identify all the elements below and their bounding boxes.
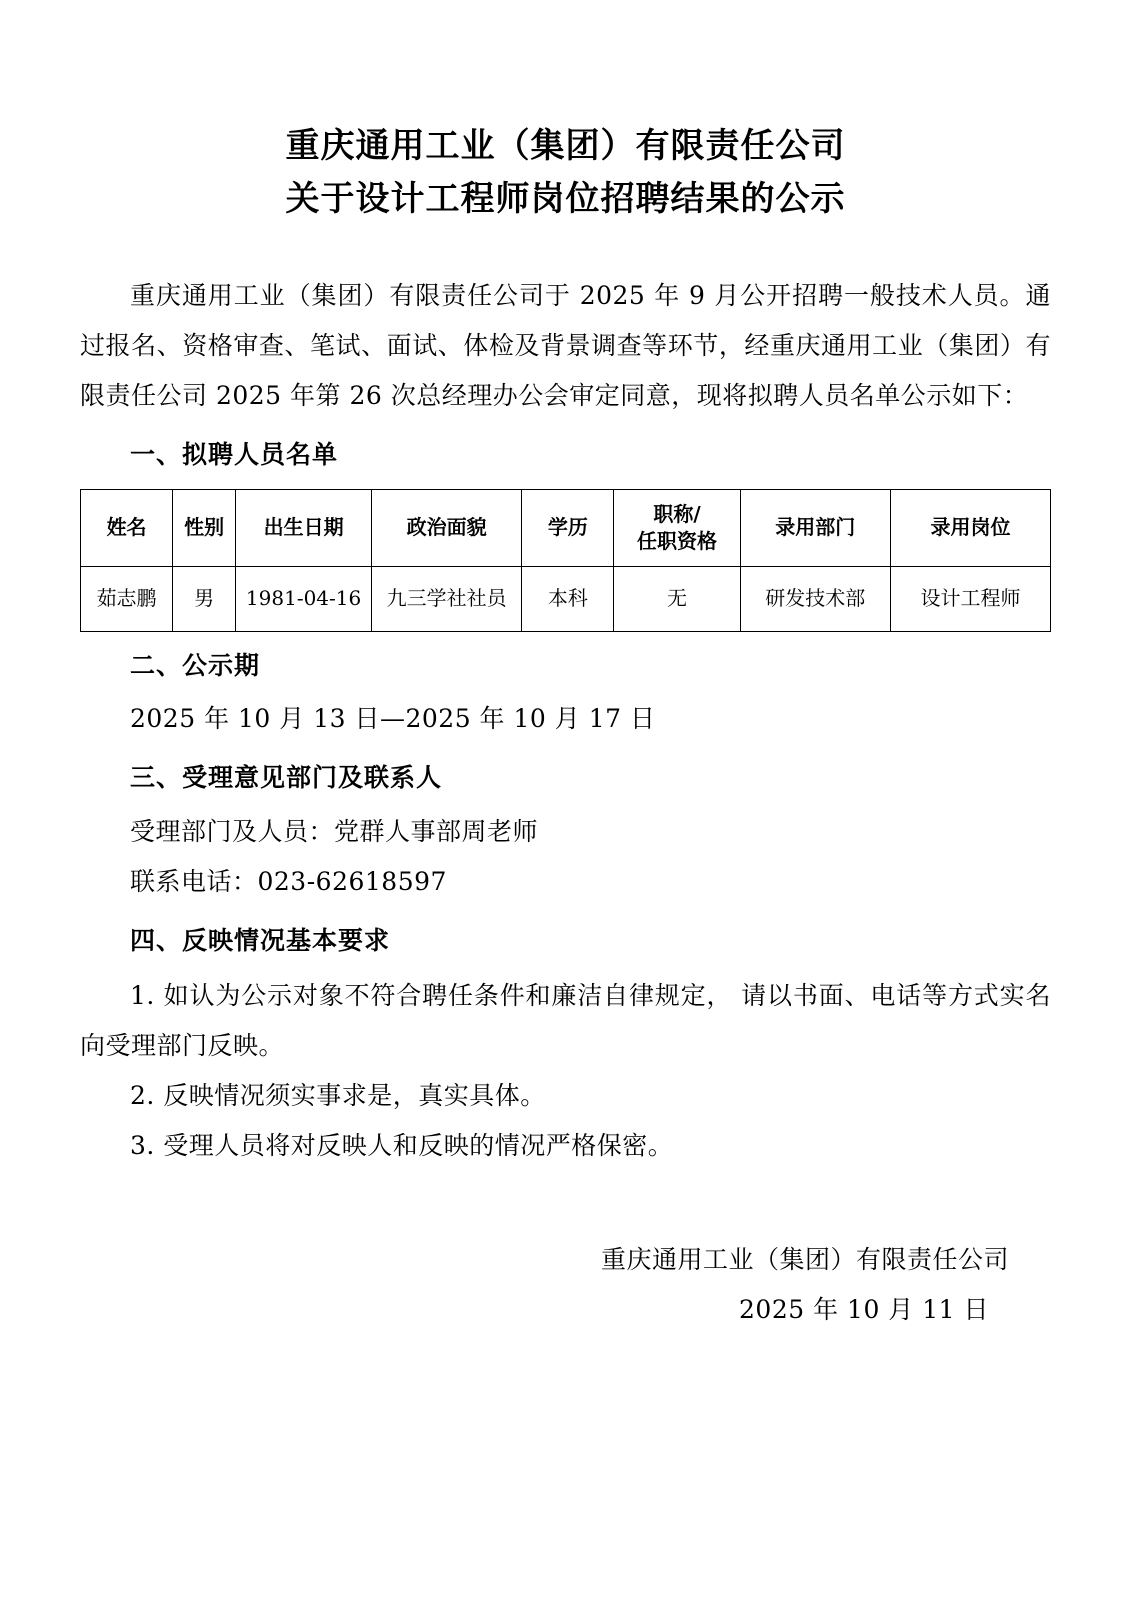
contact-phone-text: 联系电话：023-62618597 [130,867,447,897]
signature-org: 重庆通用工业（集团）有限责任公司 [600,1244,1009,1274]
header-main: 录用部门 [775,515,856,540]
column-header-department [740,489,890,566]
cell-position: 设计工程师 [890,566,1050,631]
column-header-gender [173,489,236,566]
header-main: 职称/ [653,501,701,526]
signature-block [80,1235,1051,1335]
cell-political-status: 九三学社社员 [371,566,521,631]
page-title [80,120,1051,225]
intro-paragraph: 重庆通用工业（集团）有限责任公司于 2025 年 9 月公开招聘一般技术人员。通过报名、资格审查、笔试、面试、体检及背景调查等环节，经重庆通用工业（集团）有限责任公司 2025 年第 26 次总经理办公会审定同意，现将拟聘人员名单公示如下： [80,281,1051,411]
column-header-name [81,489,173,566]
title-line-2: 关于设计工程师岗位招聘结果的公示 [285,178,846,219]
header-main: 姓名 [106,515,147,540]
roster-table [80,489,1051,632]
feedback-requirement-3: 3. 受理人员将对反映人和反映的情况严格保密。 [130,1130,674,1160]
cell-education: 本科 [522,566,614,631]
feedback-requirement-2: 2. 反映情况须实事求是，真实具体。 [130,1080,546,1110]
header-main: 出生日期 [263,515,344,540]
column-header-political-status [371,489,521,566]
header-main: 录用岗位 [930,515,1011,540]
cell-title-qualification: 无 [614,566,740,631]
header-main: 性别 [184,515,225,540]
cell-birthdate: 1981-04-16 [236,566,372,631]
column-header-birthdate [236,489,372,566]
header-sub: 任职资格 [637,528,718,553]
section-heading-publicity-period: 二、公示期 [130,650,261,680]
column-header-position [890,489,1050,566]
contact-department-text: 受理部门及人员：党群人事部周老师 [130,816,539,846]
table-header-row [81,489,1051,566]
cell-department: 研发技术部 [740,566,890,631]
feedback-requirement-1: 1. 如认为公示对象不符合聘任条件和廉洁自律规定， 请以书面、电话等方式实名向受理部门反映。 [80,980,1051,1060]
header-main: 学历 [547,515,588,540]
column-header-education [522,489,614,566]
column-header-title-qualification [614,489,740,566]
publicity-period-text: 2025 年 10 月 13 日—2025 年 10 月 17 日 [130,704,656,734]
cell-gender: 男 [173,566,236,631]
cell-name: 茹志鹏 [81,566,173,631]
section-heading-feedback-requirements: 四、反映情况基本要求 [130,926,391,956]
section-heading-contact: 三、受理意见部门及联系人 [130,763,443,793]
section-heading-roster: 一、拟聘人员名单 [130,440,339,470]
title-line-1: 重庆通用工业（集团）有限责任公司 [285,126,846,166]
signature-date: 2025 年 10 月 11 日 [739,1294,989,1324]
table-row [81,566,1051,631]
header-main: 政治面貌 [406,515,487,540]
